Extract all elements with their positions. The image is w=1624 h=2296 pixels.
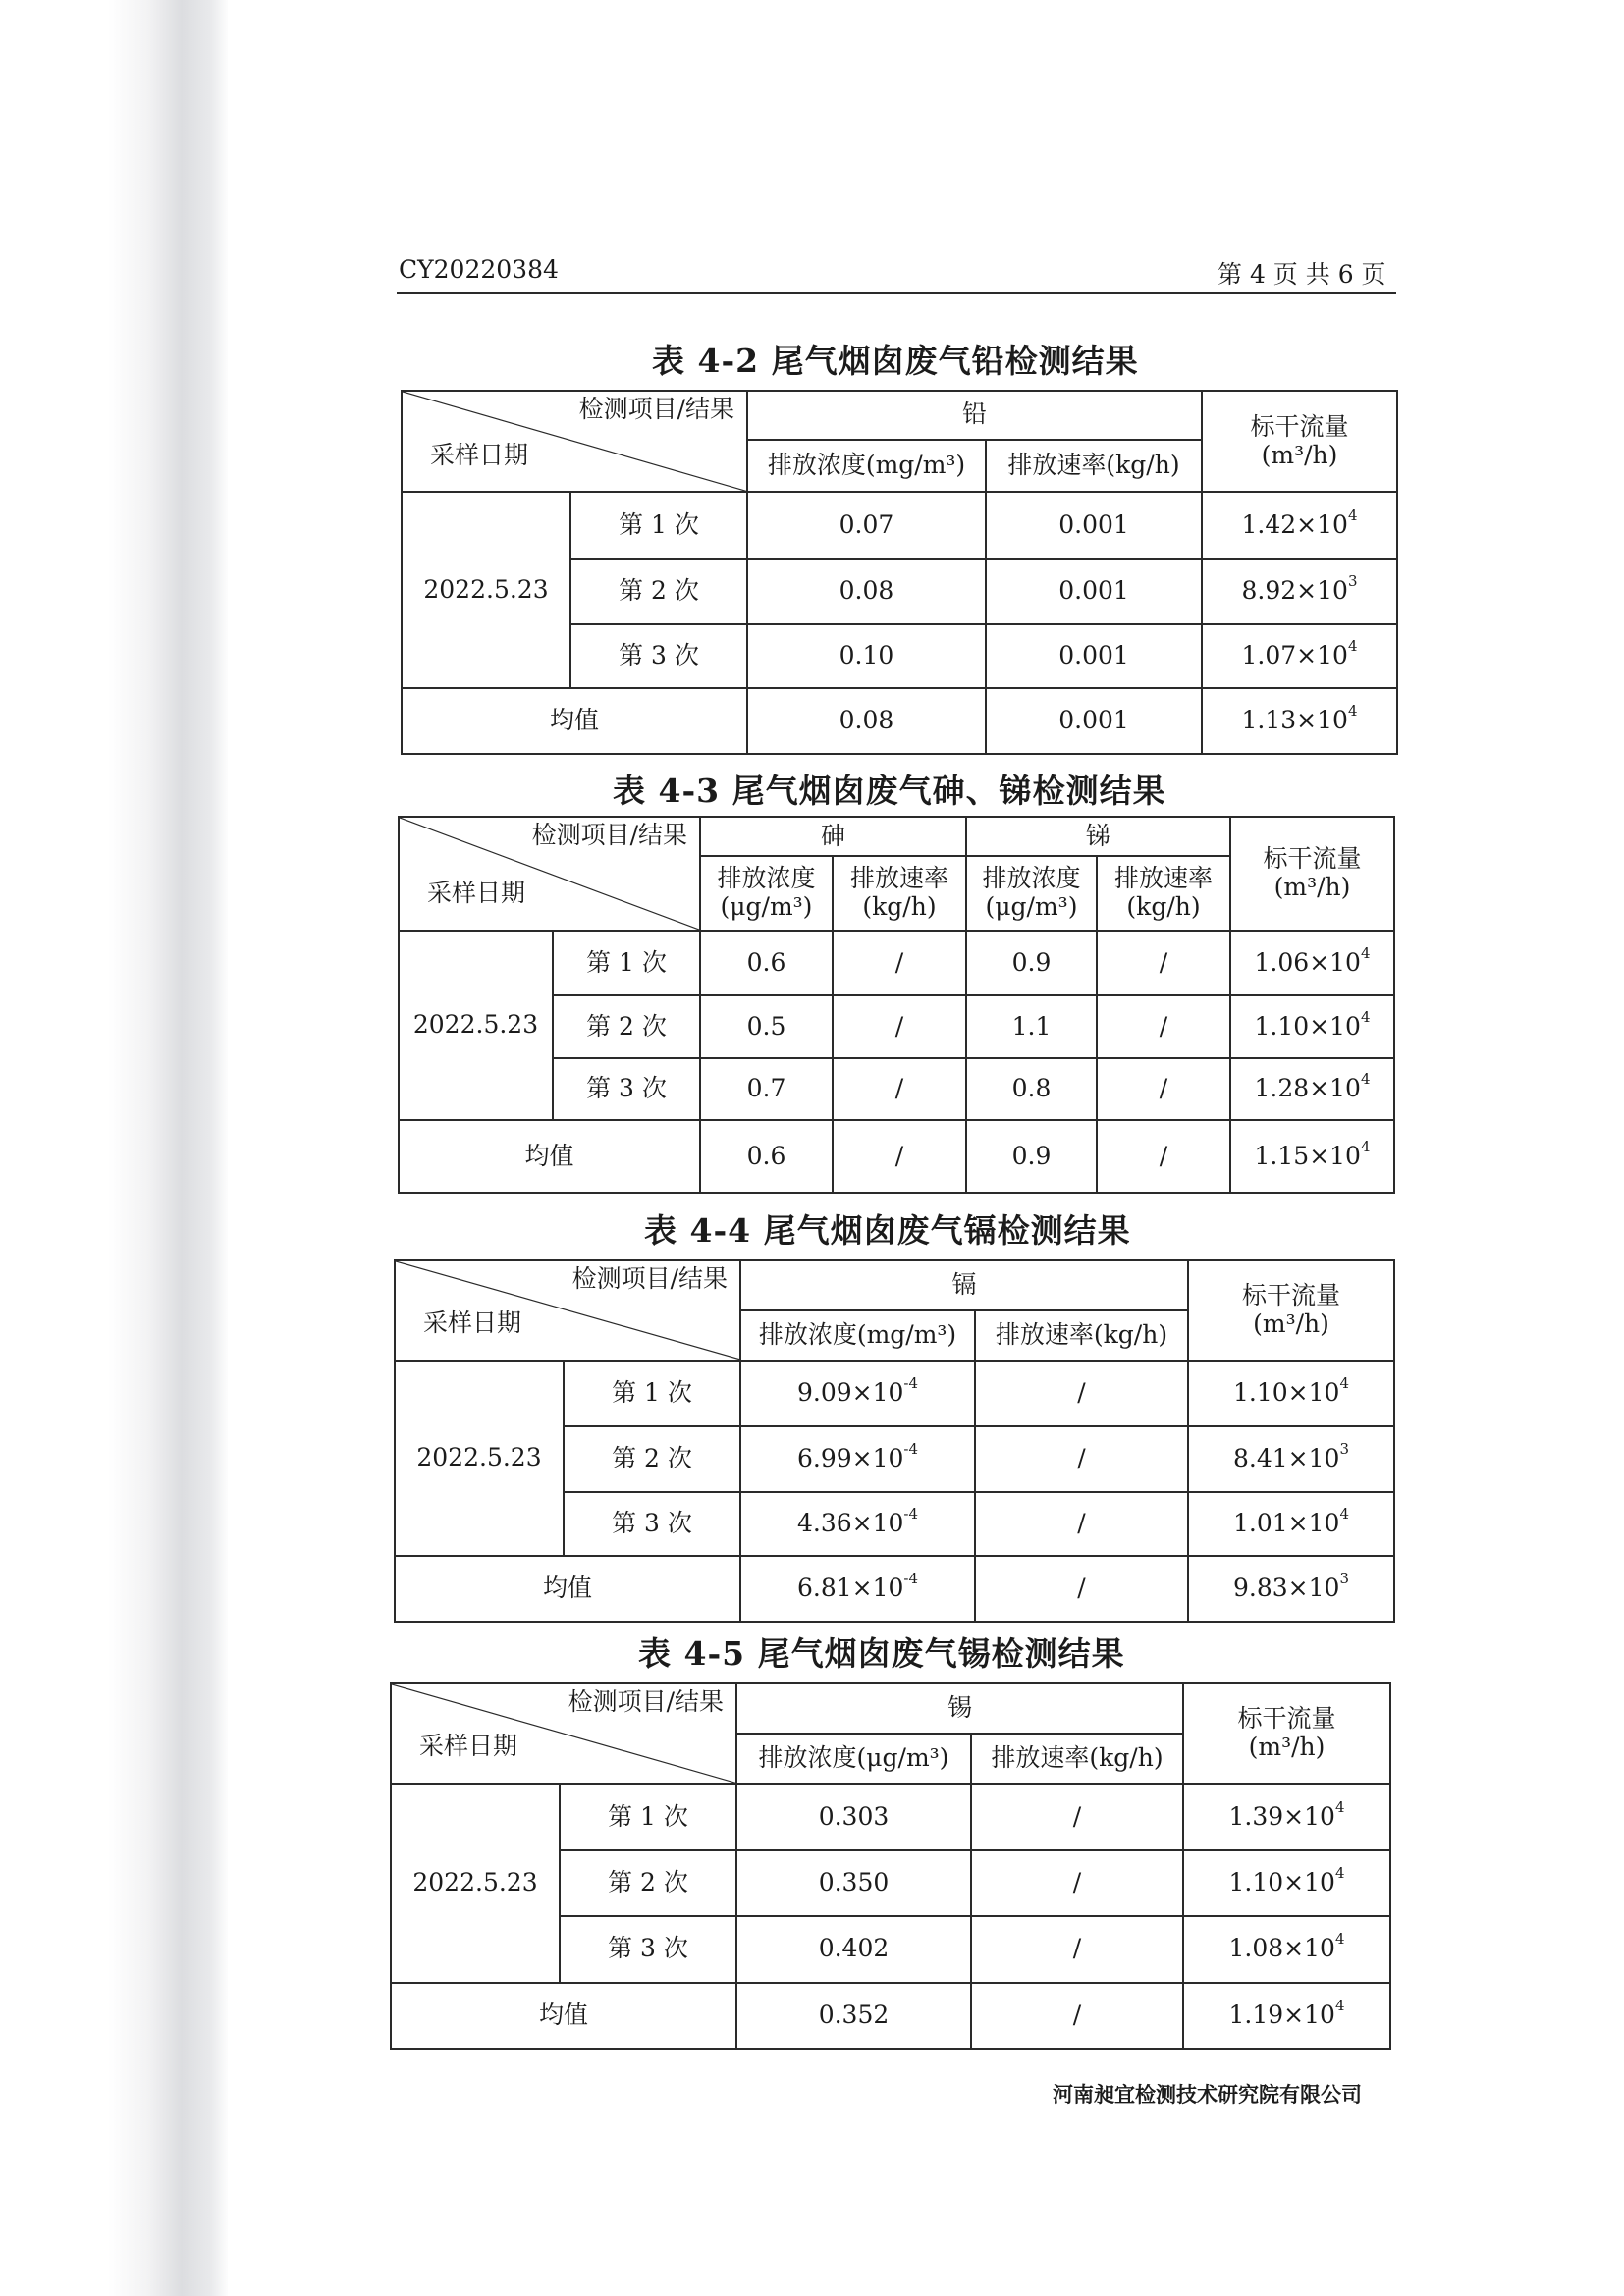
antimony-conc-value: 0.8 — [966, 1058, 1097, 1120]
conc-header: 排放浓度(μg/m³) — [736, 1734, 971, 1784]
antimony-conc-average: 0.9 — [966, 1120, 1097, 1193]
rate-average: / — [975, 1556, 1188, 1622]
arsenic-conc-value: 0.7 — [700, 1058, 833, 1120]
rate-value: / — [971, 1850, 1183, 1916]
antimony-conc-value: 0.9 — [966, 931, 1097, 995]
table-4-4 — [394, 1259, 1395, 1623]
conc-value: 0.08 — [747, 559, 986, 624]
flow-header: 标干流量 (m³/h) — [1230, 817, 1394, 931]
arsenic-rate-value: / — [833, 931, 966, 995]
rate-value: / — [975, 1492, 1188, 1556]
arsenic-rate-value: / — [833, 1058, 966, 1120]
corner-item-label: 检测项目/结果 — [578, 395, 734, 423]
antimony-rate-value: / — [1097, 931, 1230, 995]
sample-date: 2022.5.23 — [402, 492, 570, 687]
corner-date-label: 采样日期 — [427, 879, 526, 908]
header-corner — [395, 1260, 740, 1361]
run-label: 第 2 次 — [564, 1426, 740, 1492]
corner-item-label: 检测项目/结果 — [531, 821, 687, 849]
scan-page-shadow — [0, 0, 228, 2296]
flow-average: $1.13\times 10^4$ — [1202, 688, 1397, 754]
arsenic-conc-average: 0.6 — [700, 1120, 833, 1193]
arsenic-rate-header: 排放速率 (kg/h) — [833, 856, 966, 931]
rate-header: 排放速率(kg/h) — [986, 440, 1202, 493]
run-label: 第 2 次 — [553, 995, 700, 1058]
conc-header: 排放浓度(mg/m³) — [747, 440, 986, 493]
rate-value: 0.001 — [986, 559, 1202, 624]
run-label: 第 3 次 — [553, 1058, 700, 1120]
corner-date-label: 采样日期 — [430, 440, 529, 469]
header-corner — [391, 1683, 736, 1784]
rate-value: / — [971, 1916, 1183, 1982]
table-4-5 — [390, 1682, 1391, 2050]
arsenic-conc-header: 排放浓度 (μg/m³) — [700, 856, 833, 931]
corner-date-label: 采样日期 — [423, 1308, 522, 1337]
table-4-2-caption: 表 4-2 尾气烟囱废气铅检测结果 — [652, 342, 1139, 380]
rate-value: 0.001 — [986, 492, 1202, 558]
group-header-antimony: 锑 — [966, 817, 1230, 856]
flow-value: $8.92\times 10^3$ — [1202, 559, 1397, 624]
rate-average: 0.001 — [986, 688, 1202, 754]
antimony-conc-value: 1.1 — [966, 995, 1097, 1058]
flow-value: $1.01\times 10^4$ — [1188, 1492, 1394, 1556]
antimony-rate-header: 排放速率 (kg/h) — [1097, 856, 1230, 931]
run-label: 第 1 次 — [553, 931, 700, 995]
corner-date-label: 采样日期 — [419, 1732, 518, 1761]
group-header-cadmium: 镉 — [740, 1260, 1188, 1310]
rate-header: 排放速率(kg/h) — [971, 1734, 1183, 1784]
conc-header: 排放浓度(mg/m³) — [740, 1310, 975, 1361]
flow-value: $1.28\times 10^4$ — [1230, 1058, 1394, 1120]
flow-header: 标干流量 (m³/h) — [1183, 1683, 1390, 1784]
average-label: 均值 — [399, 1120, 700, 1193]
run-label: 第 1 次 — [564, 1361, 740, 1426]
header-corner — [402, 391, 747, 492]
group-header-tin: 锡 — [736, 1683, 1183, 1734]
rate-value: 0.001 — [986, 624, 1202, 688]
sample-date: 2022.5.23 — [399, 931, 553, 1120]
flow-value: $1.39\times 10^4$ — [1183, 1784, 1390, 1849]
flow-value: $1.10\times 10^4$ — [1230, 995, 1394, 1058]
group-header-arsenic: 砷 — [700, 817, 966, 856]
arsenic-rate-value: / — [833, 995, 966, 1058]
footer-organization: 河南昶宜检测技术研究院有限公司 — [1053, 2082, 1362, 2107]
average-label: 均值 — [402, 688, 747, 754]
rate-average: / — [971, 1983, 1183, 2050]
antimony-rate-value: / — [1097, 995, 1230, 1058]
flow-value: $1.06\times 10^4$ — [1230, 931, 1394, 995]
arsenic-conc-value: 0.5 — [700, 995, 833, 1058]
antimony-rate-average: / — [1097, 1120, 1230, 1193]
corner-item-label: 检测项目/结果 — [568, 1687, 724, 1716]
flow-value: $1.42\times 10^4$ — [1202, 492, 1397, 558]
conc-value: 0.303 — [736, 1784, 971, 1849]
flow-header: 标干流量 (m³/h) — [1188, 1260, 1394, 1361]
flow-header: 标干流量 (m³/h) — [1202, 391, 1397, 492]
conc-value: 0.350 — [736, 1850, 971, 1916]
table-4-4-caption: 表 4-4 尾气烟囱废气镉检测结果 — [644, 1211, 1131, 1250]
flow-value: $1.07\times 10^4$ — [1202, 624, 1397, 688]
rate-value: / — [975, 1426, 1188, 1492]
group-header-lead: 铅 — [747, 391, 1202, 440]
rate-value: / — [971, 1784, 1183, 1849]
antimony-rate-value: / — [1097, 1058, 1230, 1120]
flow-value: $1.10\times 10^4$ — [1188, 1361, 1394, 1426]
conc-value: $4.36\times 10^{-4}$ — [740, 1492, 975, 1556]
arsenic-conc-value: 0.6 — [700, 931, 833, 995]
run-label: 第 1 次 — [560, 1784, 736, 1849]
run-label: 第 2 次 — [560, 1850, 736, 1916]
flow-value: $1.10\times 10^4$ — [1183, 1850, 1390, 1916]
arsenic-rate-average: / — [833, 1120, 966, 1193]
flow-value: $1.08\times 10^4$ — [1183, 1916, 1390, 1982]
run-label: 第 3 次 — [570, 624, 747, 688]
conc-value: 0.402 — [736, 1916, 971, 1982]
conc-average: $6.81\times 10^{-4}$ — [740, 1556, 975, 1622]
table-4-2 — [401, 390, 1398, 755]
average-label: 均值 — [391, 1983, 736, 2050]
table-4-5-caption: 表 4-5 尾气烟囱废气锡检测结果 — [638, 1634, 1125, 1673]
table-4-3 — [398, 816, 1395, 1194]
run-label: 第 3 次 — [560, 1916, 736, 1982]
conc-average: 0.352 — [736, 1983, 971, 2050]
run-label: 第 2 次 — [570, 559, 747, 624]
flow-average: $9.83\times 10^3$ — [1188, 1556, 1394, 1622]
rate-header: 排放速率(kg/h) — [975, 1310, 1188, 1361]
sample-date: 2022.5.23 — [391, 1784, 560, 1982]
conc-value: $9.09\times 10^{-4}$ — [740, 1361, 975, 1426]
sample-date: 2022.5.23 — [395, 1361, 564, 1556]
antimony-conc-header: 排放浓度 (μg/m³) — [966, 856, 1097, 931]
flow-average: $1.19\times 10^4$ — [1183, 1983, 1390, 2050]
conc-average: 0.08 — [747, 688, 986, 754]
header-corner — [399, 817, 700, 931]
run-label: 第 3 次 — [564, 1492, 740, 1556]
page-indicator: 第 4 页 共 6 页 — [1218, 260, 1386, 289]
rate-value: / — [975, 1361, 1188, 1426]
average-label: 均值 — [395, 1556, 740, 1622]
conc-value: 0.07 — [747, 492, 986, 558]
report-id: CY20220384 — [399, 255, 559, 284]
flow-value: $8.41\times 10^3$ — [1188, 1426, 1394, 1492]
flow-average: $1.15\times 10^4$ — [1230, 1120, 1394, 1193]
header-divider — [397, 292, 1396, 294]
conc-value: $6.99\times 10^{-4}$ — [740, 1426, 975, 1492]
run-label: 第 1 次 — [570, 492, 747, 558]
corner-item-label: 检测项目/结果 — [571, 1264, 728, 1293]
conc-value: 0.10 — [747, 624, 986, 688]
table-4-3-caption: 表 4-3 尾气烟囱废气砷、锑检测结果 — [613, 772, 1166, 810]
